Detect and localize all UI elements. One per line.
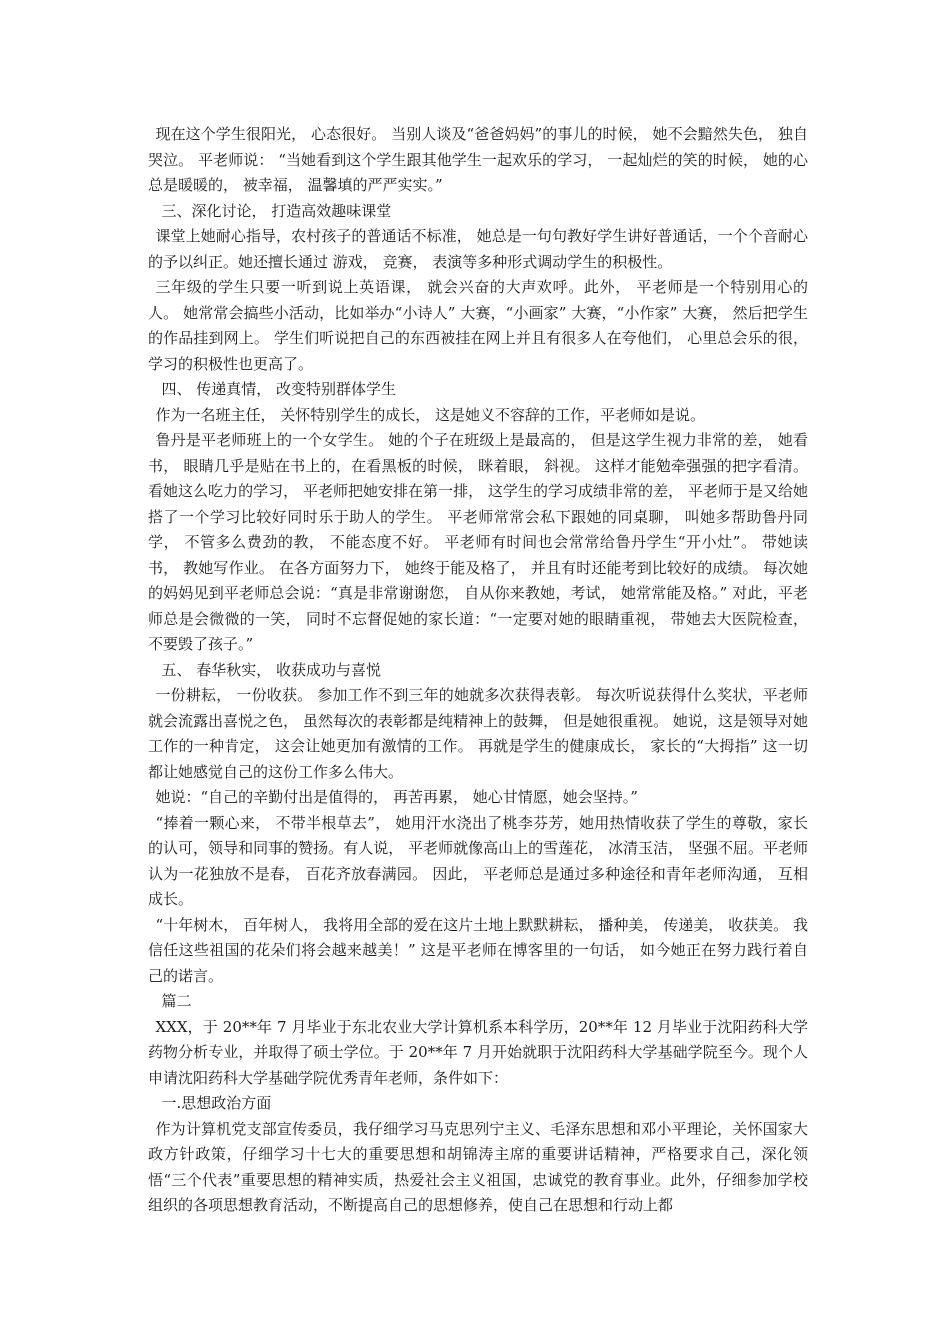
body-paragraph: 一份耕耘， 一份收获。 参加工作不到三年的她就多次获得表彰。 每次听说获得什么奖状，平老师就会流露出喜悦之色， 虽然每次的表彰都是纯精神上的鼓舞， 但是她很重视。 她说，这是领导对她工作的一种肯定， 这会让她更加有激情的工作。 再就是学生的健康成长， 家长的“大拇指” 这一切都让她感觉自己的这份工作多么伟大。 [148,686,808,781]
section-heading: 篇二 [161,992,192,1010]
body-paragraph: 鲁丹是平老师班上的一个女学生。 她的个子在班级上是最高的， 但是这学生视力非常的差， 她看书， 眼睛几乎是贴在书上的，在看黑板的时候， 眯着眼， 斜视。 这样才能勉牵强强的把字看清。看她这么吃力的学习， 平老师把她安排在第一排， 这学生的学习成绩非常的差， 平老师于是又给她搭了一个学习比较好同时乐于助人的学生。 平老师常常会私下跟她的同桌聊， 叫她多帮助鲁丹同学， 不管多么费劲的教， 不能态度不好。 平老师有时间也会常常给鲁丹学生“开小灶”。 带她读书， 教她写作业。 在各方面努力下， 她终于能及格了， 并且有时还能考到比较好的成绩。 每次她的妈妈见到平老师总会说：“真是非常谢谢您， 自从你来教她，考试， 她常常能及格。” 对此，平老师总是会微微的一笑， 同时不忘督促她的家长道：“一定要对她的眼睛重视， 带她去大医院检查，不要毁了孩子。” [148,431,808,653]
document-body [148,122,813,1219]
body-paragraph: 作为一名班主任， 关怀特别学生的成长， 这是她义不容辞的工作，平老师如是说。 [155,405,706,424]
section-heading: 五、 春华秋实， 收获成功与喜悦 [161,660,382,679]
body-paragraph: 作为计算机党支部宣传委员，我仔细学习马克思列宁主义、毛泽东思想和邓小平理论，关怀国家大政方针政策，仔细学习十七大的重要思想和胡锦涛主席的重要讲话精神，严格要求自己，深化领悟“三个代表”重要思想的精神实质，热爱社会主义祖国，忠诚党的教育事业。此外，仔细参加学校组织的各项思想教育活动，不断提高自己的思想修养，使自己在思想和行动上都 [148,1119,808,1214]
body-paragraph: 课堂上她耐心指导，农村孩子的普通话不标准， 她总是一句句教好学生讲好普通话，一个个音耐心的予以纠正。她还擅长通过 游戏， 竞赛， 表演等多种形式调动学生的积极性。 [148,227,808,271]
body-paragraph: 三年级的学生只要一听到说上英语课， 就会兴奋的大声欢呼。此外， 平老师是一个特别用心的人。 她常常会搞些小活动，比如举办“小诗人” 大赛，“小画家” 大赛，“小作家” 大赛， 然后把学生的作品挂到网上。 学生们听说把自己的东西被挂在网上并且有很多人在夸他们， 心里总会乐的很， 学习的积极性也更高了。 [148,278,813,373]
section-heading: 一.思想政治方面 [161,1094,272,1112]
body-paragraph: XXX，于 20**年 7 月毕业于东北农业大学计算机系本科学历，20**年 12 月毕业于沈阳药科大学药物分析专业，并取得了硕士学位。于 20**年 7 月开始就职于沈阳药科大学基础学院至今。现个人申请沈阳药科大学基础学院优秀青年老师，条件如下： [148,1017,808,1087]
body-paragraph: 她说：“自己的辛勤付出是值得的， 再苦再累， 她心甘情愿，她会坚持。” [155,788,638,806]
body-paragraph: “捧着一颗心来， 不带半根草去”， 她用汗水浇出了桃李芬芳，她用热情收获了学生的尊敬，家长的认可，领导和同事的赞扬。有人说， 平老师就像高山上的雪莲花， 冰清玉洁， 坚强不屈。平老师认为一花独放不是春， 百花齐放春满园。 因此， 平老师总是通过多种途径和青年老师沟通， 互相成长。 [148,813,808,908]
body-paragraph: 现在这个学生很阳光， 心态很好。 当别人谈及“爸爸妈妈”的事儿的时候， 她不会黯然失色， 独自哭泣。 平老师说： “当她看到这个学生跟其他学生一起欢乐的学习， 一起灿烂的笑的时候， 她的心总是暖暖的， 被幸福， 温馨填的严严实实。” [148,125,808,194]
body-paragraph: “十年树木， 百年树人， 我将用全部的爱在这片土地上默默耕耘， 播种美， 传递美， 收获美。 我信任这些祖国的花朵们将会越来越美！” 这是平老师在博客里的一句话， 如今她正在努力践行着自己的诺言。 [148,915,808,985]
section-heading: 三、深化讨论， 打造高效趣味课堂 [161,201,392,220]
section-heading: 四、 传递真情， 改变特别群体学生 [161,380,397,398]
